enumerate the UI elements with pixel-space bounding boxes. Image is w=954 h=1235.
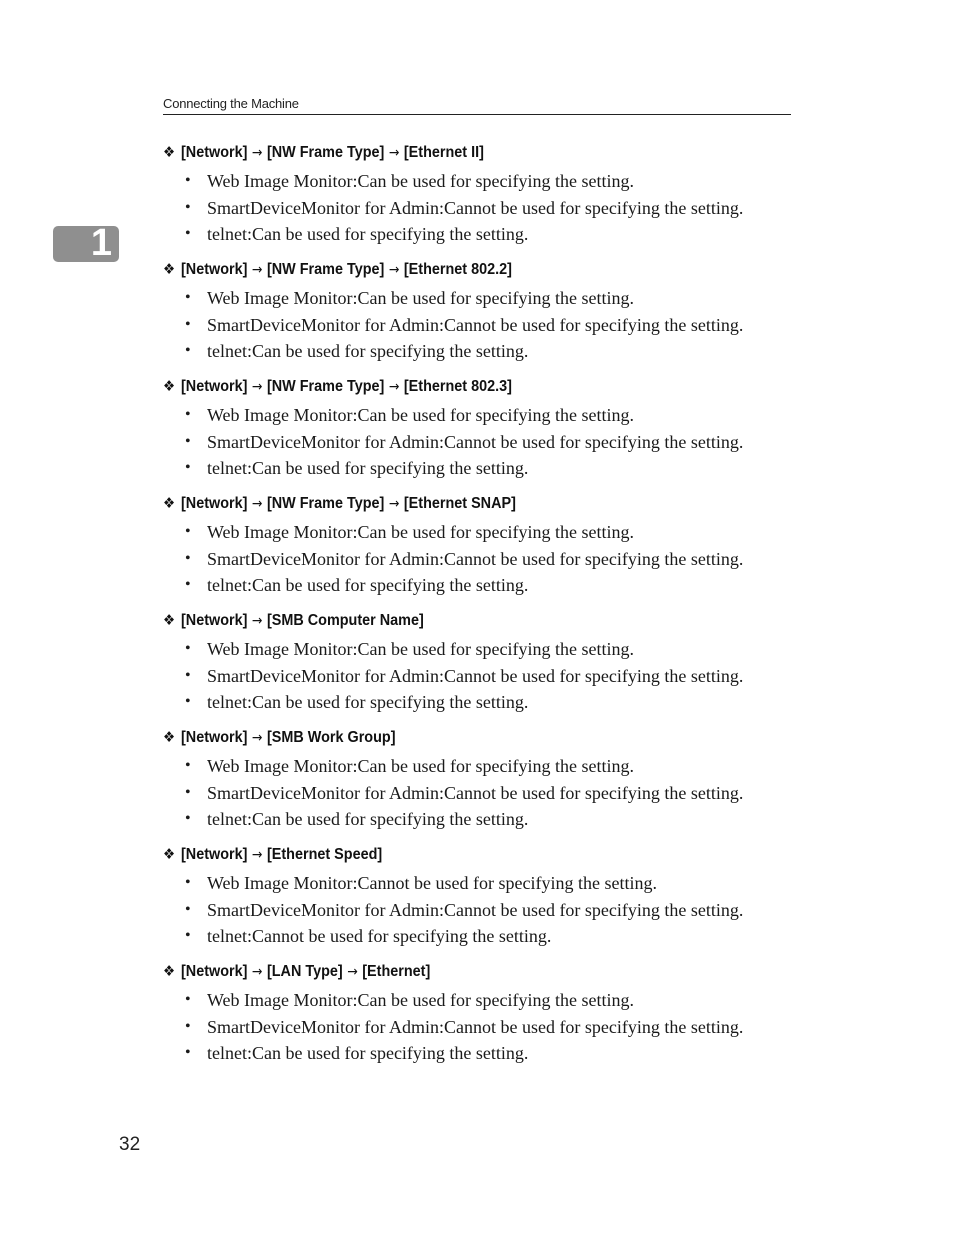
arrow-right-icon: →: [388, 379, 400, 395]
list-item: [185, 455, 743, 482]
diamond-ornament-icon: ❖: [163, 144, 176, 161]
menu-path-segment: [Network]: [181, 378, 248, 395]
bullet-icon: •: [185, 927, 191, 945]
availability-list: [185, 753, 743, 833]
list-item-text: telnet:Can be used for specifying the setting.: [207, 224, 529, 245]
arrow-right-icon: →: [347, 964, 358, 980]
arrow-right-icon: →: [251, 730, 263, 746]
chapter-number: 1: [90, 222, 112, 264]
arrow-right-icon: →: [251, 262, 263, 278]
availability-list: [185, 168, 743, 248]
arrow-right-icon: →: [388, 145, 400, 161]
section-title: [163, 140, 484, 166]
section-title: [163, 374, 512, 400]
list-item-text: SmartDeviceMonitor for Admin:Cannot be used for specifying the setting.: [207, 548, 744, 569]
menu-path-segment: [Network]: [181, 846, 248, 863]
bullet-icon: •: [185, 315, 191, 333]
list-item: [185, 285, 743, 312]
bullet-icon: •: [185, 666, 191, 684]
bullet-icon: •: [185, 640, 191, 657]
list-item-text: telnet:Can be used for specifying the setting.: [207, 809, 529, 830]
list-item: [185, 546, 743, 573]
section-title: [163, 608, 424, 634]
list-item-text: SmartDeviceMonitor for Admin:Cannot be used for specifying the setting.: [207, 899, 744, 920]
list-item: [185, 870, 743, 897]
running-header: Connecting the Machine: [163, 96, 299, 111]
bullet-icon: •: [185, 289, 191, 306]
bullet-icon: •: [185, 693, 191, 711]
list-item: [185, 689, 743, 716]
arrow-right-icon: →: [251, 379, 263, 395]
bullet-icon: •: [185, 342, 191, 360]
diamond-ornament-icon: ❖: [163, 612, 176, 629]
chapter-tab: [53, 222, 119, 264]
list-item: [185, 663, 743, 690]
list-item-text: SmartDeviceMonitor for Admin:Cannot be used for specifying the setting.: [207, 431, 744, 452]
setting-section: [163, 725, 803, 842]
list-item: [185, 312, 743, 339]
list-item-text: Web Image Monitor:Can be used for specifying the setting.: [207, 405, 634, 425]
arrow-right-icon: →: [251, 496, 263, 512]
section-title: [163, 959, 430, 985]
bullet-icon: •: [185, 549, 191, 567]
list-item: [185, 780, 743, 807]
menu-path-segment: [NW Frame Type]: [266, 378, 385, 395]
menu-path-segment: [Network]: [181, 729, 248, 746]
bullet-icon: •: [185, 1044, 191, 1062]
menu-path-segment: [Network]: [181, 612, 248, 629]
list-item: [185, 923, 743, 950]
list-item-text: telnet:Can be used for specifying the setting.: [207, 341, 529, 362]
section-title: [163, 725, 395, 751]
list-item: [185, 1014, 743, 1041]
list-item: [185, 806, 743, 833]
availability-list: [185, 519, 743, 599]
list-item-text: telnet:Can be used for specifying the setting.: [207, 575, 529, 596]
setting-section: [163, 608, 803, 725]
list-item: [185, 338, 743, 365]
list-item: [185, 168, 743, 195]
header-divider: [163, 114, 791, 115]
menu-path-segment: [Ethernet SNAP]: [403, 495, 516, 512]
menu-path-segment: [Ethernet]: [362, 963, 431, 980]
list-item-text: telnet:Can be used for specifying the setting.: [207, 1043, 529, 1064]
list-item: [185, 636, 743, 663]
setting-section: [163, 842, 803, 959]
list-item-text: SmartDeviceMonitor for Admin:Cannot be used for specifying the setting.: [207, 782, 744, 803]
list-item-text: Web Image Monitor:Can be used for specifying the setting.: [207, 639, 634, 659]
bullet-icon: •: [185, 874, 191, 891]
menu-path-segment: [Network]: [181, 144, 248, 161]
list-item: [185, 572, 743, 599]
list-item-text: Web Image Monitor:Can be used for specifying the setting.: [207, 288, 634, 308]
list-item-text: Web Image Monitor:Cannot be used for specifying the setting.: [207, 873, 657, 893]
diamond-ornament-icon: ❖: [163, 261, 176, 278]
availability-list: [185, 636, 743, 716]
bullet-icon: •: [185, 198, 191, 216]
list-item: [185, 1040, 743, 1067]
diamond-ornament-icon: ❖: [163, 729, 176, 746]
section-title: [163, 842, 382, 868]
bullet-icon: •: [185, 432, 191, 450]
menu-path-segment: [SMB Work Group]: [266, 729, 396, 746]
availability-list: [185, 870, 743, 950]
diamond-ornament-icon: ❖: [163, 846, 176, 863]
diamond-ornament-icon: ❖: [163, 495, 176, 512]
menu-path-segment: [NW Frame Type]: [266, 144, 385, 161]
list-item: [185, 195, 743, 222]
bullet-icon: •: [185, 757, 191, 774]
bullet-icon: •: [185, 576, 191, 594]
section-title: [163, 491, 516, 517]
list-item-text: telnet:Cannot be used for specifying the setting.: [207, 926, 552, 947]
list-item-text: Web Image Monitor:Can be used for specifying the setting.: [207, 522, 634, 542]
list-item-text: SmartDeviceMonitor for Admin:Cannot be used for specifying the setting.: [207, 314, 744, 335]
diamond-ornament-icon: ❖: [163, 378, 176, 395]
arrow-right-icon: →: [251, 145, 263, 161]
menu-path-segment: [NW Frame Type]: [266, 261, 385, 278]
list-item: [185, 897, 743, 924]
arrow-right-icon: →: [388, 496, 400, 512]
bullet-icon: •: [185, 900, 191, 918]
list-item-text: Web Image Monitor:Can be used for specifying the setting.: [207, 756, 634, 776]
menu-path-segment: [Ethernet 802.3]: [403, 378, 512, 395]
settings-list: [163, 140, 803, 1076]
availability-list: [185, 987, 743, 1067]
section-title: [163, 257, 512, 283]
bullet-icon: •: [185, 783, 191, 801]
menu-path-segment: [SMB Computer Name]: [266, 612, 424, 629]
menu-path-segment: [Network]: [181, 963, 248, 980]
bullet-icon: •: [185, 172, 191, 189]
list-item-text: Web Image Monitor:Can be used for specifying the setting.: [207, 171, 634, 191]
list-item-text: Web Image Monitor:Can be used for specifying the setting.: [207, 990, 634, 1010]
bullet-icon: •: [185, 1017, 191, 1035]
bullet-icon: •: [185, 523, 191, 540]
arrow-right-icon: →: [251, 964, 263, 980]
menu-path-segment: [NW Frame Type]: [266, 495, 385, 512]
list-item: [185, 429, 743, 456]
page-number: 32: [119, 1134, 141, 1155]
bullet-icon: •: [185, 225, 191, 243]
menu-path-segment: [Network]: [181, 261, 248, 278]
availability-list: [185, 402, 743, 482]
list-item-text: telnet:Can be used for specifying the setting.: [207, 458, 529, 479]
menu-path-segment: [Ethernet 802.2]: [403, 261, 512, 278]
arrow-right-icon: →: [251, 847, 263, 863]
list-item: [185, 402, 743, 429]
list-item-text: telnet:Can be used for specifying the setting.: [207, 692, 529, 713]
menu-path-segment: [LAN Type]: [266, 963, 343, 980]
list-item-text: SmartDeviceMonitor for Admin:Cannot be used for specifying the setting.: [207, 197, 744, 218]
list-item: [185, 221, 743, 248]
setting-section: [163, 959, 803, 1076]
arrow-right-icon: →: [251, 613, 263, 629]
setting-section: [163, 140, 803, 257]
list-item-text: SmartDeviceMonitor for Admin:Cannot be used for specifying the setting.: [207, 665, 744, 686]
bullet-icon: •: [185, 459, 191, 477]
bullet-icon: •: [185, 406, 191, 423]
setting-section: [163, 374, 803, 491]
list-item-text: SmartDeviceMonitor for Admin:Cannot be used for specifying the setting.: [207, 1016, 744, 1037]
list-item: [185, 753, 743, 780]
list-item: [185, 987, 743, 1014]
arrow-right-icon: →: [388, 262, 400, 278]
setting-section: [163, 491, 803, 608]
setting-section: [163, 257, 803, 374]
diamond-ornament-icon: ❖: [163, 963, 176, 980]
menu-path-segment: [Ethernet II]: [403, 144, 484, 161]
bullet-icon: •: [185, 991, 191, 1008]
menu-path-segment: [Network]: [181, 495, 248, 512]
list-item: [185, 519, 743, 546]
bullet-icon: •: [185, 810, 191, 828]
menu-path-segment: [Ethernet Speed]: [266, 846, 383, 863]
availability-list: [185, 285, 743, 365]
